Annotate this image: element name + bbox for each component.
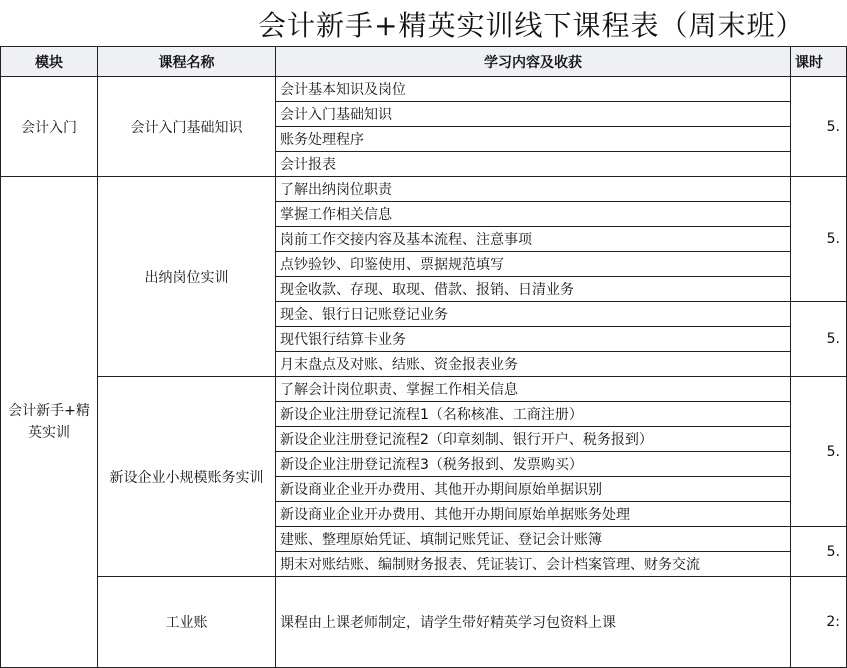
content-cell: 了解会计岗位职责、掌握工作相关信息: [276, 377, 791, 402]
page-title: 会计新手+精英实训线下课程表（周末班）: [258, 9, 805, 42]
content-cell: 会计报表: [276, 152, 791, 177]
content-cell: 掌握工作相关信息: [276, 202, 791, 227]
table-row: [1, 77, 847, 102]
col-header-hours: 课时: [791, 47, 847, 77]
hours-cell: 5.: [791, 377, 847, 527]
hours-cell: 5.: [791, 302, 847, 377]
course-name-cell: 工业账: [98, 577, 276, 668]
content-cell: 新设企业注册登记流程1（名称核准、工商注册）: [276, 402, 791, 427]
content-cell: 了解出纳岗位职责: [276, 177, 791, 202]
course-schedule-table: [0, 46, 847, 668]
hours-cell: 5.: [791, 527, 847, 577]
content-cell: 现代银行结算卡业务: [276, 327, 791, 352]
content-cell: 月末盘点及对账、结账、资金报表业务: [276, 352, 791, 377]
hours-cell: 5.: [791, 77, 847, 177]
content-cell: 新设企业注册登记流程2（印章刻制、银行开户、税务报到）: [276, 427, 791, 452]
module-cell: 会计新手+精英实训: [1, 177, 98, 668]
content-cell: 点钞验钞、印鉴使用、票据规范填写: [276, 252, 791, 277]
module-cell: 会计入门: [1, 77, 98, 177]
content-cell: 账务处理程序: [276, 127, 791, 152]
content-cell: 现金、银行日记账登记业务: [276, 302, 791, 327]
table-row: [1, 177, 847, 202]
content-cell: 会计入门基础知识: [276, 102, 791, 127]
table-row: [1, 577, 847, 668]
content-cell: 会计基本知识及岗位: [276, 77, 791, 102]
content-cell: 新设商业企业开办费用、其他开办期间原始单据识别: [276, 477, 791, 502]
header-row: [1, 47, 847, 77]
content-cell: 新设企业注册登记流程3（税务报到、发票购买）: [276, 452, 791, 477]
course-name-cell: 出纳岗位实训: [98, 177, 276, 377]
hours-cell: 5.: [791, 177, 847, 302]
content-cell: 建账、整理原始凭证、填制记账凭证、登记会计账簿: [276, 527, 791, 552]
content-cell: 新设商业企业开办费用、其他开办期间原始单据账务处理: [276, 502, 791, 527]
content-cell: 期末对账结账、编制财务报表、凭证装订、会计档案管理、财务交流: [276, 552, 791, 577]
col-header-course-name: 课程名称: [98, 47, 276, 77]
content-cell: 岗前工作交接内容及基本流程、注意事项: [276, 227, 791, 252]
col-header-content: 学习内容及收获: [276, 47, 791, 77]
hours-cell: 2:: [791, 577, 847, 668]
col-header-module: 模块: [1, 47, 98, 77]
content-cell: 现金收款、存现、取现、借款、报销、日清业务: [276, 277, 791, 302]
course-name-cell: 新设企业小规模账务实训: [98, 377, 276, 577]
course-name-cell: 会计入门基础知识: [98, 77, 276, 177]
table-row: [1, 377, 847, 402]
content-cell: 课程由上课老师制定，请学生带好精英学习包资料上课: [276, 577, 791, 668]
page-title-bar: [0, 0, 820, 46]
